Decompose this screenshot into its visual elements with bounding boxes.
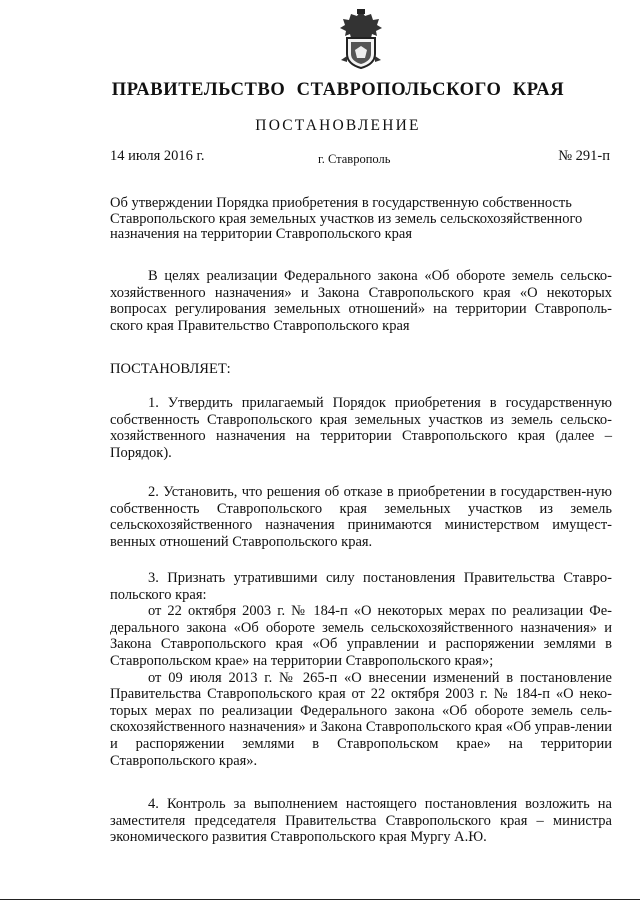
paragraph-3-item-b: от 09 июля 2013 г. № 265-п «О внесении изменений в постановление Правительства Ставропольского края от 22 октября 2003 г. № 184-п «О неко-торых мерах по реализации Федерального закона «Об обороте земель сель-скохозяйственного назначения» и Закона Ставропольского края «Об управ-лении и распоряжении землями в Ставропольском крае» на территории Ставропольского края». — [110, 669, 612, 769]
document-city: г. Ставрополь — [318, 152, 391, 166]
paragraph-3-lead: 3. Признать утратившими силу постановления Правительства Ставро-польского края: — [110, 570, 612, 603]
coat-of-arms-icon — [337, 8, 385, 70]
intro-paragraph: В целях реализации Федерального закона «Об обороте земель сельско-хозяйственного назначения» и Закона Ставропольского края «О некоторых вопросах регулирования земельных отношений» на территории Ставрополь-ского края Правительство Ставропольского края — [110, 268, 612, 334]
decree-heading: ПОСТАНОВЛЯЕТ: — [110, 361, 231, 377]
document-type: ПОСТАНОВЛЕНИЕ — [255, 117, 421, 134]
document-date: 14 июля 2016 г. — [110, 148, 205, 164]
paragraph-3-item-a: от 22 октября 2003 г. № 184-п «О некоторых мерах по реализации Фе-дерального закона «Об обороте земель сельскохозяйственного назначения» и Закона Ставропольского края «Об управлении и распоряжении землями в Ставропольском крае» на территории Ставропольского края»; — [110, 603, 612, 669]
page-bottom-divider — [0, 899, 640, 900]
paragraph-2: 2. Установить, что решения об отказе в приобретении в государствен-ную собственность Ставропольского края земельных участков из земель сельскохозяйственного назначения принимаются министерством имущест-венных отношений Ставропольского края. — [110, 484, 612, 550]
paragraph-4: 4. Контроль за выполнением настоящего постановления возложить на заместителя председателя Правительства Ставропольского края – министра экономического развития Ставропольского края Мургу А.Ю. — [110, 796, 612, 846]
document-number: № 291-п — [558, 148, 610, 164]
paragraph-3 — [110, 570, 612, 769]
document-subject: Об утверждении Порядка приобретения в государственную собственность Ставропольского края земельных участков из земель сельскохозяйственного назначения на территории Ставропольского края — [110, 195, 583, 242]
paragraph-1: 1. Утвердить прилагаемый Порядок приобретения в государственную собственность Ставропольского края земельных участков из земель сельско-хозяйственного назначения на территории Ставропольского края (далее – Порядок). — [110, 395, 612, 461]
government-title: ПРАВИТЕЛЬСТВО СТАВРОПОЛЬСКОГО КРАЯ — [111, 80, 565, 100]
